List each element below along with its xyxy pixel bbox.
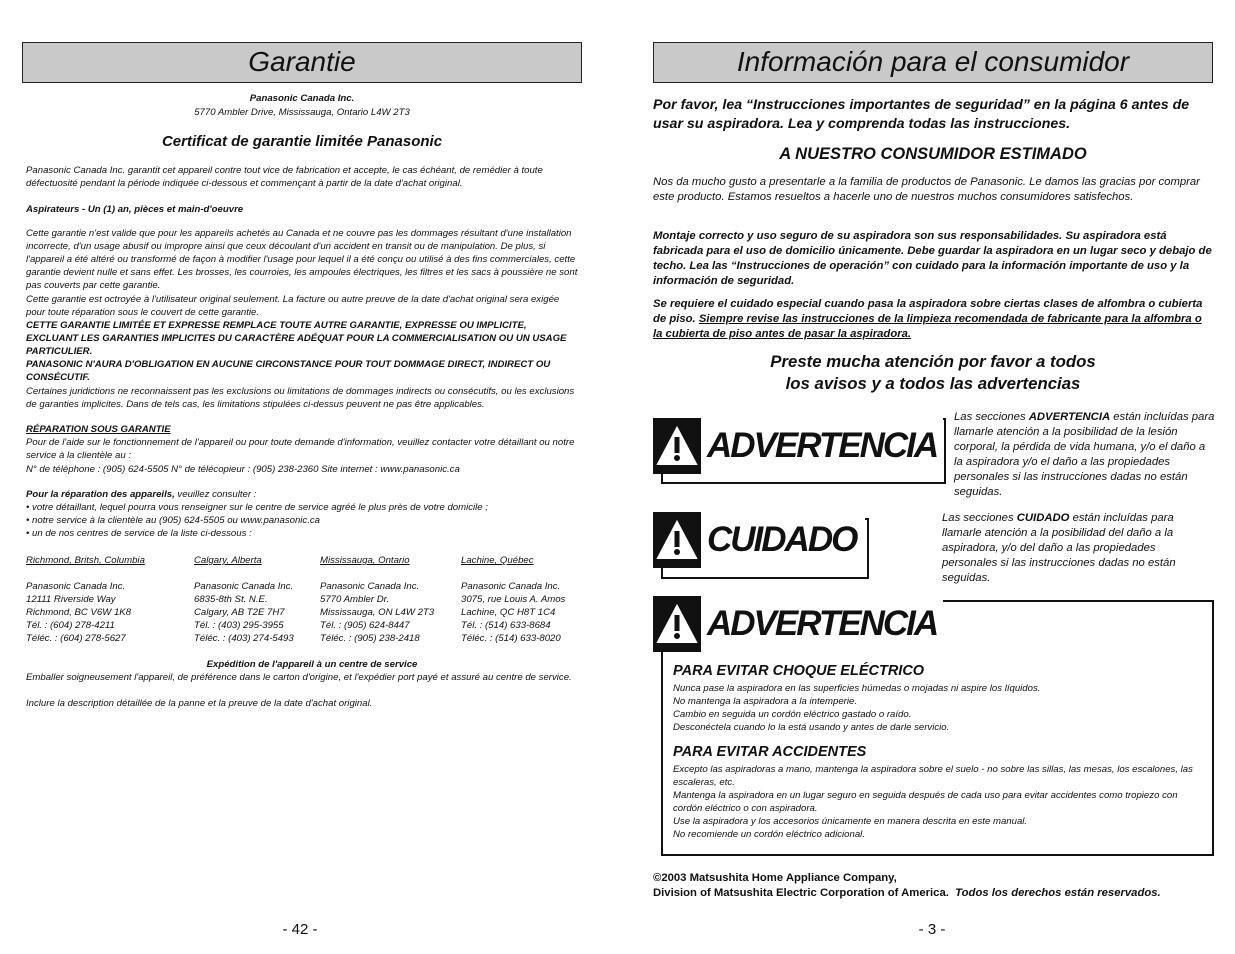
copyright-line-2 — [653, 886, 1213, 901]
warranty-liability-clause: PANASONIC N'AURA D'OBLIGATION EN AUCUNE CIRCONSTANCE POUR TOUT DOMMAGE DIRECT, INDIRECT OU CONSÉCUTIF. — [26, 359, 551, 383]
list-item: • un de nos centres de service de la liste ci-dessous : — [26, 528, 252, 539]
consumer-para-2: Montaje correcto y uso seguro de su aspiradora son sus responsabilidades. Su aspiradora está fabricada para el uso de domicilio únicamente. Debe guardar la aspiradora en un lugar seco y debajo de techo. Lea las “Instrucciones de operación” con cuidado para la información importante de uso y la información de seguridad. — [653, 230, 1212, 287]
list-item: • notre service à la clientèle au (905) 624-5505 ou www.panasonic.ca — [26, 515, 321, 526]
warranty-conditions: Cette garantie n'est valide que pour les appareils achetés au Canada et ne couvre pas les dommages résultant d'une installation incorrecte, d'un usage abusif ou impropre ainsi que ceux découlant d'un accident en transit ou de manipulation. De plus, si l'appareil a été altéré ou transformé de façon à modifier l'usage pour lequel il a été conçu ou utilisé à des fins commerciales, cette garantie devient nulle et sans effet. Les brosses, les courroies, les ampoules électriques, les filtres et les sacs à poussière ne sont pas couverts par cette garantie. — [26, 228, 578, 291]
location-line: Téléc. : (905) 238-2418 — [320, 633, 420, 644]
location-line: 6835-8th St. N.E. — [194, 594, 268, 605]
shipping-text: Emballer soigneusement l'appareil, de préférence dans le carton d'origine, et l'expédier port payé et assuré au centre de service. — [26, 672, 572, 683]
copyright-company: Division of Matsushita Electric Corporation of America. — [653, 887, 949, 899]
list-item: No recomiende un cordón eléctrico adicional. — [673, 829, 865, 840]
shock-heading: PARA EVITAR CHOQUE ELÉCTRICO — [673, 663, 925, 679]
location-city: Mississauga, Ontario — [320, 555, 410, 566]
consumer-para-3 — [653, 297, 1213, 342]
garantie-title: Garantie — [22, 42, 582, 83]
certificate-heading: Certificat de garantie limitée Panasonic — [161, 133, 443, 150]
location-line: Calgary, AB T2E 7H7 — [194, 607, 285, 618]
consumer-para-3-underline: Siempre revise las instrucciones de la limpieza recomendada de fabricante para la alfombra o la cubierta de piso antes de pasar la aspiradora. — [653, 313, 1202, 340]
location-line: Panasonic Canada Inc. — [320, 581, 420, 592]
location-line: 3075, rue Louis A. Amos — [461, 594, 566, 605]
caution-word: CUIDADO — [707, 520, 857, 559]
location-line: Tél. : (905) 624-8447 — [320, 620, 410, 631]
location-city: Lachine, Québec — [461, 555, 534, 566]
warning-description — [954, 410, 1216, 500]
safety-intro: Por favor, lea “Instrucciones importantes de seguridad” en la página 6 antes de usar su aspiradora. Lea y comprenda todas las instrucciones. — [653, 97, 1190, 132]
repair-instructions-text: veuillez consulter : — [174, 489, 257, 500]
location-calgary — [194, 554, 294, 645]
location-mississauga — [320, 554, 434, 645]
location-line: Mississauga, ON L4W 2T3 — [320, 607, 435, 618]
list-item: Cambio en seguida un cordón eléctrico gastado o raído. — [673, 709, 912, 720]
caution-label — [653, 512, 865, 568]
shipping-heading: Expédition de l'appareil à un centre de service — [206, 659, 418, 670]
location-line: Panasonic Canada Inc. — [461, 581, 561, 592]
list-item: No mantenga la aspiradora a la intemperie. — [673, 696, 857, 707]
location-line: 5770 Ambler Dr. — [320, 594, 390, 605]
consumer-para-3-bold: Se requiere el cuidado especial cuando pasa la aspiradora sobre ciertas clases de alfombra o cubierta de piso. — [653, 298, 1203, 325]
warning-word-2: ADVERTENCIA — [707, 604, 938, 643]
location-line: Panasonic Canada Inc. — [194, 581, 294, 592]
caution-desc-pre: Las secciones — [942, 512, 1017, 524]
copyright-rights: Todos los derechos están reservados. — [955, 887, 1161, 899]
repair-instructions-bold: Pour la réparation des appareils, — [26, 489, 175, 500]
dear-consumer-heading: A NUESTRO CONSUMIDOR ESTIMADO — [779, 145, 1087, 163]
location-line: Tél. : (604) 278-4211 — [26, 620, 115, 631]
warning-label-2 — [653, 596, 943, 652]
caution-description — [942, 511, 1204, 586]
warning-label — [653, 418, 943, 474]
repair-heading: RÉPARATION SOUS GARANTIE — [26, 424, 171, 435]
warning-triangle-icon — [653, 418, 701, 474]
vacuum-coverage: Aspirateurs - Un (1) an, pièces et main-d'oeuvre — [26, 204, 244, 215]
repair-bullets — [26, 501, 581, 540]
location-line: Téléc. : (403) 274-5493 — [194, 633, 294, 644]
contact-line: N° de téléphone : (905) 624-5505 N° de télécopieur : (905) 238-2360 Site internet : www.panasonic.ca — [26, 464, 460, 475]
location-line: 12111 Riverside Way — [26, 594, 116, 605]
location-line: Richmond, BC V6W 1K8 — [26, 607, 132, 618]
company-name: Panasonic Canada Inc. — [249, 93, 355, 104]
copyright-line-1: ©2003 Matsushita Home Appliance Company, — [653, 872, 897, 884]
shipping-text-2: Inclure la description détaillée de la panne et la preuve de la date d'achat original. — [26, 698, 373, 709]
repair-instructions — [26, 488, 581, 501]
list-item: Nunca pase la aspiradora en las superficies húmedas o mojadas ni aspire los líquidos. — [673, 683, 1041, 694]
list-item: Excepto las aspiradoras a mano, mantenga la aspiradora sobre el suelo - no sobre las sillas, las mesas, los escalones, las escaleras, etc. — [673, 764, 1193, 788]
warning-desc-pre: Las secciones — [954, 411, 1029, 423]
copyright — [653, 871, 1213, 901]
attention-line-1: Preste mucha atención por favor a todos — [770, 352, 1096, 371]
warning-desc-bold: ADVERTENCIA — [1028, 411, 1111, 423]
company-address: 5770 Ambler Drive, Mississauga, Ontario L4W 2T3 — [194, 107, 410, 118]
caution-triangle-icon — [653, 512, 701, 568]
location-line: Lachine, QC H8T 1C4 — [461, 607, 556, 618]
warning-word: ADVERTENCIA — [707, 426, 938, 465]
location-line: Tél. : (514) 633-8684 — [461, 620, 551, 631]
list-item: Mantenga la aspiradora en un lugar seguro en seguida después de cada uso para evitar accidentes como tropiezo con cordón eléctrico o con aspiradora. — [673, 790, 1178, 814]
warranty-intro: Panasonic Canada Inc. garantit cet appareil contre tout vice de fabrication et accepte, le cas échéant, de remédier à toute défectuosité pendant la période indiquée ci-dessous et commençant à partir de la date d'achat original. — [26, 165, 543, 189]
warning-desc-post: están incluídas para llamarle atención a la posibilidad de la lesión corporal, la pérdida de vida humana, y/o el daño a la aspiradora y/o el daño a las propiedades personales si las instrucciones dadas no están seguidas. — [954, 411, 1215, 498]
page-number-left: - 42 - — [282, 921, 318, 938]
page-number-right: - 3 - — [918, 921, 946, 938]
location-city: Richmond, Britsh, Columbia — [26, 555, 145, 566]
location-line: Panasonic Canada Inc. — [26, 581, 126, 592]
location-line: Tél. : (403) 295-3955 — [194, 620, 284, 631]
consumer-info-title: Información para el consumidor — [653, 42, 1213, 83]
shock-list — [673, 682, 1203, 734]
location-city: Calgary, Alberta — [194, 555, 262, 566]
list-item: • votre détaillant, lequel pourra vous renseigner sur le centre de service agréé le plus près de votre domicile ; — [26, 502, 488, 513]
list-item: Use la aspiradora y los accesorios únicamente en manera descrita en este manual. — [673, 816, 1028, 827]
warning-triangle-icon-2 — [653, 596, 701, 652]
caution-desc-post: están incluídas para llamarle atención a la posibilidad del daño a la aspiradora, y/o del daño a las propiedades personales si las instrucciones dadas no están seguidas. — [942, 512, 1176, 584]
location-richmond — [26, 554, 145, 645]
consumer-para-1: Nos da mucho gusto a presentarle a la familia de productos de Panasonic. Le damos las gracias por comprar este producto. Estamos resueltos a hacerle uno de nuestros muchos consumidores satisfechos. — [653, 176, 1200, 203]
warranty-original-user: Cette garantie est octroyée à l'utilisateur original seulement. La facture ou autre preuve de la date d'achat original sera exigée pour toute réparation sous le couvert de cette garantie. — [26, 294, 560, 318]
location-lachine — [461, 554, 565, 645]
repair-text: Pour de l'aide sur le fonctionnement de l'appareil ou pour toute demande d'information, veuillez contacter votre détaillant ou notre service à la clientèle au : — [26, 437, 575, 461]
location-line: Téléc. : (604) 278-5627 — [26, 633, 126, 644]
warranty-jurisdiction: Certaines juridictions ne reconnaissent pas les exclusions ou limitations de dommages indirects ou consécutifs, ou les exclusions de garanties implicites. Dans de tels cas, les limitations stipulées ci-dessus peuvent ne pas être applicables. — [26, 386, 575, 410]
location-line: Téléc. : (514) 633-8020 — [461, 633, 561, 644]
accident-heading: PARA EVITAR ACCIDENTES — [673, 744, 867, 760]
attention-line-2: los avisos y a todos las advertencias — [785, 374, 1081, 393]
attention-heading — [653, 351, 1213, 395]
accident-list — [673, 763, 1203, 841]
list-item: Desconéctela cuando lo la está usando y antes de darle servicio. — [673, 722, 950, 733]
warranty-exclusive-clause: CETTE GARANTIE LIMITÉE ET EXPRESSE REMPLACE TOUTE AUTRE GARANTIE, EXPRESSE OU IMPLICITE, EXCLUANT LES GARANTIES IMPLICITES DU CARACTÈRE ADÉQUAT POUR LA COMMERCIALISATION OU UN USAGE PARTICULIER. — [26, 320, 567, 357]
caution-desc-bold: CUIDADO — [1016, 512, 1070, 524]
